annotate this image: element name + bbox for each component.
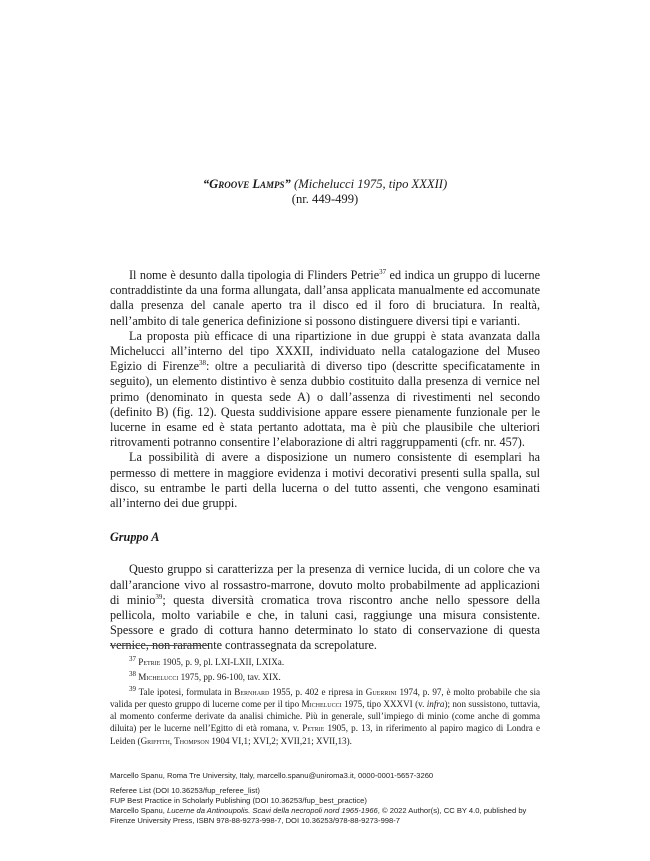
colophon-best-practice: FUP Best Practice in Scholarly Publishing (DOI 10.36253/fup_best_practice) <box>110 796 367 806</box>
paragraph-4-text-b: ; questa diversità cromatica trova riscontro anche nello spessore della pellicola, molto variabile e che, in taluni casi, raggiunge una misura consistente. Spessore e grado di cottura hanno determinato lo stato di conservazione di questa vernice, non raramente contrassegnata da screpolature. <box>110 592 540 653</box>
colophon-citation-author: Marcello Spanu, <box>110 806 167 816</box>
footnote-38 <box>110 671 540 683</box>
paragraph-1-text-b: ed indica un gruppo di lucerne contraddistinte da una forma allungata, dall’ansa applicata manualmente ed accomunate dalla presenza del canale aperto tra il disco ed il foro di bruciatura. In realtà, nell’ambito di tale generica definizione si possono distinguere diversi tipi e varianti. <box>110 268 540 328</box>
footnote-ref-37[interactable]: 37 <box>379 267 387 276</box>
chapter-title-qualifier: (Michelucci 1975, tipo XXXII) <box>294 177 448 191</box>
paragraph-2-text-b: : oltre a peculiarità di diverso tipo (descritte specificatamente in seguito), un elemento distintivo è senza dubbio costituito dalla presenza di vernice nel primo (denominato in questa sede A) o dall’assenza di rivestimenti nel secondo (definito B) (fig. 12). Questa suddivisione appare essere pienamente funzionale per le lucerne in esame ed è stata pertanto adottata, ma è più che plausibile che ulteriori ritrovamenti potranno consentire l’elaborazione di altri raggruppamenti (cfr. nr. 457). <box>110 359 541 450</box>
footnote-39-text-4: 1975, tipo XXXVI (v. <box>341 699 427 710</box>
footnote-39-number: 39 <box>129 685 136 694</box>
paragraph-1-text-a: Il nome è desunto dalla tipologia di Flinders Petrie <box>129 268 380 282</box>
footnote-39-author-1: Bernhard <box>234 687 270 698</box>
colophon <box>110 771 550 826</box>
colophon-citation <box>110 806 550 816</box>
chapter-title <box>110 177 540 192</box>
footnote-38-number: 38 <box>129 670 136 679</box>
footnote-39-author-5: Griffith, Thompson <box>140 735 210 746</box>
colophon-citation-title: Lucerne da Antinoupolis. Scavi della necropoli nord 1965-1966 <box>166 806 378 816</box>
footnote-39-author-2: Guerrini <box>365 687 397 698</box>
chapter-catalogue-range: (nr. 449-499) <box>291 192 359 206</box>
colophon-citation-license: , © 2022 Author(s), CC BY 4.0, published by <box>377 806 527 816</box>
footnote-39-author-3: Michelucci <box>301 699 342 710</box>
footnotes <box>110 656 540 747</box>
footnote-divider <box>110 645 208 646</box>
colophon-author-line: Marcello Spanu, Roma Tre University, Italy, marcello.spanu@uniroma3.it, 0000-0001-5657-3260 <box>110 771 434 780</box>
footnote-ref-38[interactable]: 38 <box>199 359 207 368</box>
footnote-38-text: 1975, pp. 96-100, tav. XIX. <box>178 672 281 683</box>
footnote-37-text: 1905, p. 9, pl. LXI-LXII, LXIXa. <box>160 657 285 667</box>
footnote-39-text-2: 1955, p. 402 e ripresa in <box>269 687 366 698</box>
footnote-37-number: 37 <box>129 654 136 663</box>
footnote-37-author: Petrie <box>138 657 161 667</box>
chapter-title-main: “Groove Lamps” <box>202 177 291 191</box>
footnote-39-text-1: Tale ipotesi, formulata in <box>136 687 235 698</box>
footnote-39-text-7: 1904 VI,1; XVI,2; XVII,21; XVII,13). <box>209 735 352 746</box>
paragraph-2-text-a: La proposta più efficace di una ripartizione in due gruppi è stata avanzata dalla Michelucci all’interno del tipo XXXII, individuato nella catalogazione del Museo Egizio di Firenze <box>110 328 540 374</box>
paragraph-3: La possibilità di avere a disposizione un numero consistente di esemplari ha permesso di mettere in maggiore evidenza i motivi decorativi presenti sulla spalla, sul disco, su entrambe le parti della lucerna o del tutto assenti, che vengono esaminati all’interno dei due gruppi. <box>110 450 540 511</box>
footnote-39-text-5: ); non sussistono, tuttavia, al momento conferme derivate da analisi chimiche. Più in generale, sull’impiego di minio (come anche di gomma diluita) per le lucerne nell’Egitto di età romana, v. <box>110 699 541 734</box>
paragraph-2 <box>110 329 540 451</box>
paragraph-4 <box>110 562 540 653</box>
body-text <box>110 268 540 654</box>
footnote-39 <box>110 686 540 746</box>
footnote-ref-39[interactable]: 39 <box>155 592 163 601</box>
chapter-title-block <box>110 177 540 207</box>
footnote-39-author-4: Petrie <box>302 723 325 734</box>
footnote-37 <box>110 656 540 668</box>
footnote-39-infra: infra <box>426 699 445 710</box>
paragraph-1 <box>110 268 540 329</box>
section-heading-gruppo-a: Gruppo A <box>110 530 160 545</box>
colophon-citation-publisher: Firenze University Press, ISBN 978-88-9273-998-7, DOI 10.36253/978-88-9273-998-7 <box>110 816 400 826</box>
footnote-38-author: Michelucci <box>138 672 179 683</box>
footnote-39-text-6: 1905, p. 13, in riferimento al papiro magico di Londra e Leiden ( <box>110 723 540 746</box>
colophon-referee-list: Referee List (DOI 10.36253/fup_referee_list) <box>110 786 260 796</box>
paragraph-4-text-a: Questo gruppo si caratterizza per la presenza di vernice lucida, di un colore che va dall’arancione vivo al rossastro-marrone, dovuto molto probabilmente ad applicazioni di minio <box>110 562 540 607</box>
footnote-39-text-3: 1974, p. 97, è molto probabile che sia valida per questo gruppo di lucerne come per il tipo <box>110 687 541 710</box>
